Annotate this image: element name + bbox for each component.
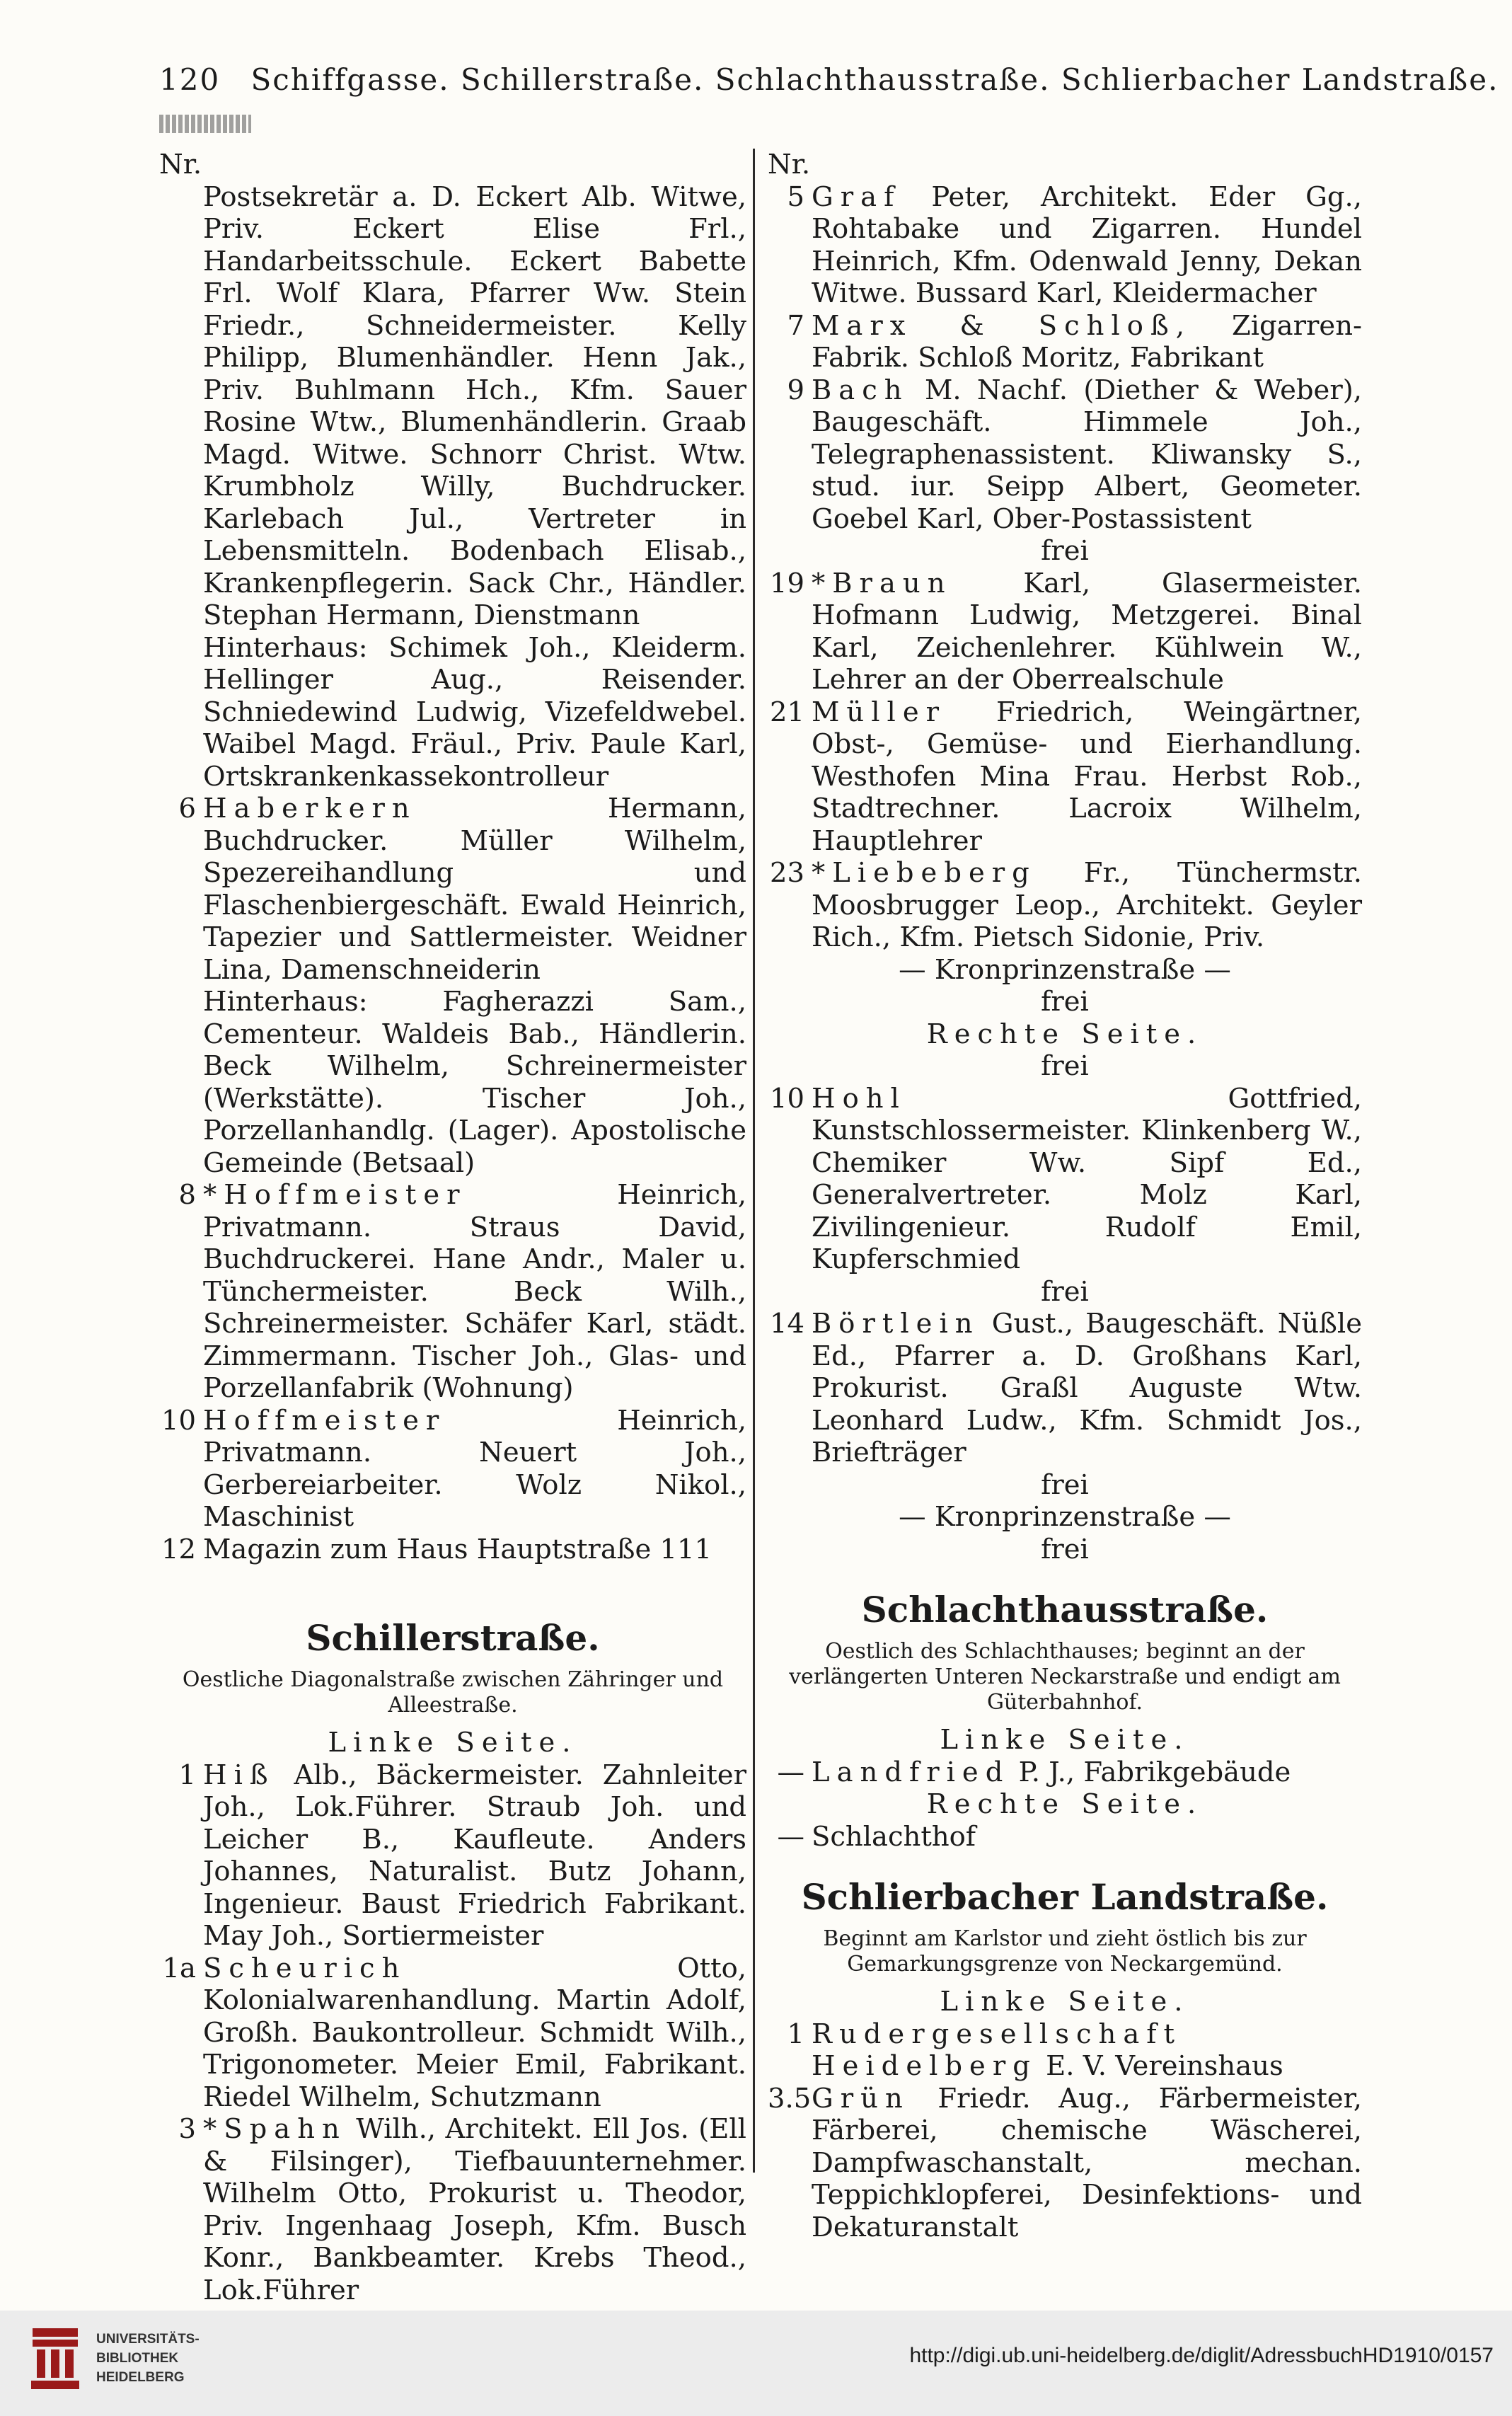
house-number: 21 xyxy=(770,696,804,728)
entry-text: Schlachthof xyxy=(812,1820,976,1853)
entry-text: P. J., Fabrikgebäude xyxy=(1018,1756,1291,1788)
owner-name: *Hoffmeister xyxy=(203,1179,467,1211)
directory-entry xyxy=(768,1821,1362,1853)
entry-text: Otto, Kolonialwarenhandlung. Martin Adolf, Großh. Baukontrolleur. Schmidt Wilh., Trigonometer. Meier Emil, Fabrikant. Riedel Wilhelm, Schutzmann xyxy=(203,1952,746,2113)
house-number: 3.5 xyxy=(768,2082,812,2115)
directory-entry xyxy=(768,310,1362,374)
entry-text: Friedrich, Weingärtner, Obst-, Gemüse- und Eierhandlung. Westhofen Mina Frau. Herbst Rob., Stadtrechner. Lacroix Wilhelm, Hauptlehrer xyxy=(812,696,1362,857)
page-number: 120 xyxy=(159,62,221,97)
owner-name: Bach xyxy=(812,374,909,406)
owner-name: *Braun xyxy=(812,567,952,599)
street-heading: Schlachthausstraße. xyxy=(861,1589,1269,1630)
entry-text: Zigarren-Fabrik. Schloß Moritz, Fabrikant xyxy=(812,309,1362,374)
page-header xyxy=(159,62,1499,97)
house-number: 10 xyxy=(161,1404,196,1437)
house-number: 1 xyxy=(787,2018,804,2050)
entry-text: Magazin zum Haus Hauptstraße 111 xyxy=(203,1533,712,1565)
house-number: 8 xyxy=(178,1179,196,1211)
column-divider xyxy=(753,149,755,2173)
cross-street: — Kronprinzenstraße — xyxy=(899,1501,1231,1533)
hinterhaus-entry xyxy=(159,632,746,793)
page-title: Schiffgasse. Schillerstraße. Schlachthausstraße. Schlierbacher Landstraße. xyxy=(250,62,1499,97)
owner-name: Marx & Schloß, xyxy=(812,309,1191,342)
entry-text: Gust., Baugeschäft. Nüßle Ed., Pfarrer a. D. Großhans Karl, Prokurist. Graßl Auguste Wtw. Leonhard Ludw., Kfm. Schmidt Jos., Briefträger xyxy=(812,1308,1362,1468)
directory-entry xyxy=(768,181,1362,310)
house-number: 9 xyxy=(787,374,804,406)
side-heading: Rechte Seite. xyxy=(926,1018,1204,1050)
directory-entry xyxy=(159,793,746,986)
directory-entry xyxy=(159,1179,746,1405)
owner-name: Hoffmeister xyxy=(203,1404,446,1437)
frei-marker: frei xyxy=(1041,1275,1089,1308)
owner-name: Haberkern xyxy=(203,793,417,824)
owner-name: Hohl xyxy=(812,1082,906,1115)
side-heading: Linke Seite. xyxy=(328,1727,578,1759)
directory-entry xyxy=(768,1308,1362,1469)
street-description: Oestliche Diagonalstraße zwischen Zähringer und Alleestraße. xyxy=(182,1667,724,1718)
directory-entry xyxy=(768,1756,1362,1789)
owner-name: Grün xyxy=(812,2082,910,2115)
entry-text: Karl, Glasermeister. Hofmann Ludwig, Metzgerei. Binal Karl, Zeichenlehrer. Kühlwein W., Lehrer an der Oberrealschule xyxy=(812,567,1362,696)
directory-entry xyxy=(768,696,1362,858)
entry-text: M. Nachf. (Diether & Weber), Baugeschäft. Himmele Joh., Telegraphenassistent. Kliwansky S., stud. iur. Seipp Albert, Geometer. Goebel Karl, Ober-Postassistent xyxy=(812,374,1362,535)
house-number: 23 xyxy=(770,857,804,889)
entry-text: Peter, Architekt. Eder Gg., Rohtabake und Zigarren. Hundel Heinrich, Kfm. Odenwald Jenny, Dekan Witwe. Bussard Karl, Kleidermacher xyxy=(812,180,1362,309)
house-number: 6 xyxy=(178,793,196,824)
entry-text: E. V. Vereinshaus xyxy=(1046,2050,1283,2082)
nr-label: Nr. xyxy=(768,149,811,180)
house-number: 3 xyxy=(178,2113,196,2145)
house-number: 7 xyxy=(787,309,804,342)
entry-text: Alb., Bäckermeister. Zahnleiter Joh., Lok.Führer. Straub Joh. und Leicher B., Kaufleute. Anders Johannes, Naturalist. Butz Johann, Ingenieur. Baust Friedrich Fabrikant. May Joh., Sortiermeister xyxy=(203,1759,746,1952)
logo-line: UNIVERSITÄTS- xyxy=(96,2332,200,2347)
directory-entry xyxy=(159,2113,746,2306)
entry-text: Heinrich, Privatmann. Straus David, Buchdruckerei. Hane Andr., Maler u. Tünchermeister. Beck Wilh., Schreinermeister. Schäfer Karl, städt. Zimmermann. Tischer Joh., Glas- und Porzellanfabrik (Wohnung) xyxy=(203,1179,746,1404)
house-number: — xyxy=(777,1756,804,1788)
house-number: 19 xyxy=(770,567,804,599)
cross-street: — Kronprinzenstraße — xyxy=(899,953,1231,986)
street-heading: Schlierbacher Landstraße. xyxy=(801,1876,1329,1918)
directory-entry xyxy=(768,857,1362,954)
hinterhaus-entry xyxy=(159,986,746,1179)
owner-name: Müller xyxy=(812,696,947,728)
owner-name: *Spahn xyxy=(203,2113,347,2145)
directory-entry xyxy=(768,2083,1362,2244)
library-seal-icon xyxy=(20,2316,91,2400)
directory-entry xyxy=(159,1534,746,1566)
directory-entry xyxy=(159,1952,746,2114)
street-description: Beginnt am Karlstor und zieht östlich bis zur Gemarkungsgrenze von Neckargemünd. xyxy=(823,1926,1307,1977)
house-number: — xyxy=(777,1820,804,1853)
side-heading: Linke Seite. xyxy=(940,1986,1190,2018)
owner-name: Landfried xyxy=(812,1756,1010,1788)
right-column xyxy=(768,149,1362,2243)
frei-marker: frei xyxy=(1041,535,1089,567)
entry-text: Hinterhaus: Fagherazzi Sam., Cementeur. Waldeis Bab., Händlerin. Beck Wilhelm, Schreinermeister (Werkstätte). Tischer Joh., Porzellanhandlg. (Lager). Apostolische Gemeinde (Betsaal) xyxy=(203,986,746,1179)
nr-label: Nr. xyxy=(159,149,202,180)
entry-text: Fr., Tünchermstr. Moosbrugger Leop., Architekt. Geyler Rich., Kfm. Pietsch Sidonie, Priv. xyxy=(812,857,1362,953)
entry-text: Friedr. Aug., Färbermeister, Färberei, chemische Wäscherei, Dampfwaschanstalt, mechan. Teppichklopferei, Desinfektions- und Dekaturanstalt xyxy=(812,2082,1362,2243)
owner-name: Scheurich xyxy=(203,1952,407,1984)
directory-entry xyxy=(159,1759,746,1952)
house-number: 1a xyxy=(162,1952,196,1984)
house-number: 5 xyxy=(787,180,804,213)
house-number: 10 xyxy=(770,1082,804,1115)
directory-entry xyxy=(768,568,1362,696)
house-number: 14 xyxy=(770,1308,804,1340)
directory-entry xyxy=(768,374,1362,536)
entry-text: Postsekretär a. D. Eckert Alb. Witwe, Priv. Eckert Elise Frl., Handarbeitsschule. Eckert Babette Frl. Wolf Klara, Pfarrer Ww. Stein Friedr., Schneidermeister. Kelly Philipp, Blumenhändler. Henn Jak., Priv. Buhlmann Hch., Kfm. Sauer Rosine Wtw., Blumenhändlerin. Graab Magd. Witwe. Schnorr Christ. Wtw. Krumbholz Willy, Buchdrucker. Karlebach Jul., Vertreter in Lebensmitteln. Bodenbach Elisab., Krankenpflegerin. Sack Chr., Händler. Stephan Hermann, Dienstmann xyxy=(203,180,746,631)
logo-line: BIBLIOTHEK xyxy=(96,2351,179,2366)
house-number: 12 xyxy=(161,1533,196,1565)
street-description: Oestlich des Schlachthauses; beginnt an der verlängerten Unteren Neckarstraße und endigt am Güterbahnhof. xyxy=(789,1639,1341,1715)
source-url[interactable]: http://digi.ub.uni-heidelberg.de/diglit/AdressbuchHD1910/0157 xyxy=(909,2344,1494,2367)
street-heading: Schillerstraße. xyxy=(306,1617,600,1659)
entry-text: Wilh., Architekt. Ell Jos. (Ell & Filsinger), Tiefbauunternehmer. Wilhelm Otto, Prokurist u. Theodor, Priv. Ingenhaag Joseph, Kfm. Busch Konr., Bankbeamter. Krebs Theod., Lok.Führer xyxy=(203,2113,746,2306)
frei-marker: frei xyxy=(1041,1468,1089,1501)
logo-line: HEIDELBERG xyxy=(96,2370,185,2385)
directory-entry xyxy=(768,2018,1362,2083)
directory-entry xyxy=(159,1405,746,1534)
entry-text: Gottfried, Kunstschlossermeister. Klinkenberg W., Chemiker Ww. Sipf Ed., Generalvertreter. Molz Karl, Zivilingenieur. Rudolf Emil, Kupferschmied xyxy=(812,1082,1362,1275)
library-name xyxy=(96,2330,231,2387)
directory-entry xyxy=(768,1083,1362,1276)
house-number: 1 xyxy=(178,1759,196,1791)
left-column xyxy=(159,149,746,2306)
owner-name: Börtlein xyxy=(812,1308,980,1340)
owner-name: Hiß xyxy=(203,1759,275,1791)
entry-text: Hinterhaus: Schimek Joh., Kleiderm. Hellinger Aug., Reisender. Schniedewind Ludwig, Vizefeldwebel. Waibel Magd. Fräul., Priv. Paule Karl, Ortskrankenkassekontrolleur xyxy=(203,631,746,793)
owner-name: *Liebeberg xyxy=(812,857,1037,889)
frei-marker: frei xyxy=(1041,986,1089,1018)
owner-name: Rudergesellschaft Heidelberg xyxy=(812,2018,1182,2082)
print-smear xyxy=(159,115,251,133)
owner-name: Graf xyxy=(812,180,901,213)
directory-entry xyxy=(159,181,746,632)
side-heading: Rechte Seite. xyxy=(926,1788,1204,1820)
frei-marker: frei xyxy=(1041,1050,1089,1082)
university-library-logo[interactable] xyxy=(20,2316,232,2408)
side-heading: Linke Seite. xyxy=(940,1724,1190,1756)
frei-marker: frei xyxy=(1041,1533,1089,1565)
entry-text: Hermann, Buchdrucker. Müller Wilhelm, Spezereihandlung und Flaschenbiergeschäft. Ewald Heinrich, Tapezier und Sattlermeister. Weidner Lina, Damenschneiderin xyxy=(203,793,746,986)
entry-text: Heinrich, Privatmann. Neuert Joh., Gerbereiarbeiter. Wolz Nikol., Maschinist xyxy=(203,1404,746,1533)
